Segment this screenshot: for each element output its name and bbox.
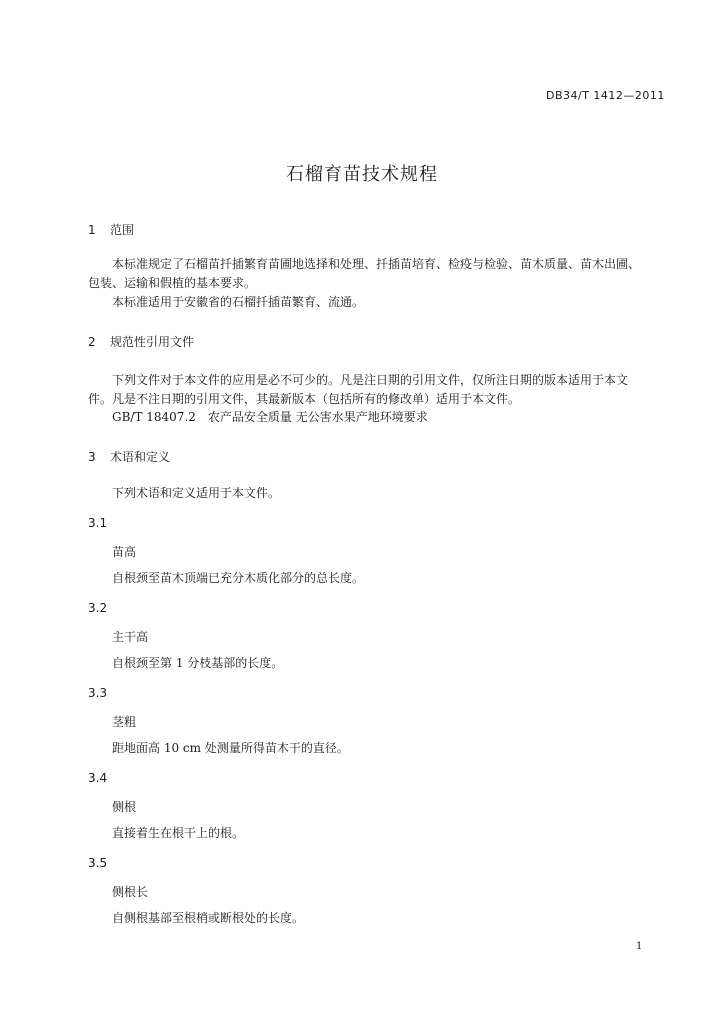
paragraph-line: 包装、运输和假植的基本要求。 — [88, 276, 257, 290]
paragraph-line: 本标准适用于安徽省的石榴扦插苗繁育、流通。 — [112, 295, 365, 309]
term-number: 3.2 — [88, 601, 108, 615]
section-title: 范围 — [110, 223, 135, 237]
term-number: 3.3 — [88, 686, 108, 700]
paragraph-line: 下列术语和定义适用于本文件。 — [112, 486, 281, 500]
page-number: 1 — [636, 941, 643, 952]
term-definition: 距地面高 10 cm 处测量所得苗木干的直径。 — [112, 741, 349, 755]
term-definition: 自侧根基部至根梢或断根处的长度。 — [112, 911, 305, 925]
reference-line: GB/T 18407.2 农产品安全质量 无公害水果产地环境要求 — [112, 410, 428, 424]
term-definition: 自根颈至第 1 分枝基部的长度。 — [112, 656, 284, 670]
paragraph-line: 件。凡是不注日期的引用文件，其最新版本（包括所有的修改单）适用于本文件。 — [88, 392, 521, 406]
paragraph-line: 本标准规定了石榴苗扦插繁育苗圃地选择和处理、扦插苗培育、检疫与检验、苗木质量、苗木出圃、 — [112, 257, 641, 271]
section-number: 1 — [88, 223, 96, 237]
term-definition: 直接着生在根干上的根。 — [112, 826, 245, 840]
term-name: 苗高 — [112, 545, 137, 559]
standard-code: DB34/T 1412—2011 — [546, 89, 665, 102]
section-3-heading — [88, 448, 170, 465]
term-definition: 自根颈至苗木顶端已充分木质化部分的总长度。 — [112, 571, 365, 585]
term-name: 主干高 — [112, 630, 149, 644]
section-title: 规范性引用文件 — [110, 335, 195, 349]
term-number: 3.4 — [88, 771, 108, 785]
term-number: 3.1 — [88, 516, 108, 530]
section-number: 3 — [88, 450, 96, 464]
section-number: 2 — [88, 335, 96, 349]
term-name: 侧根长 — [112, 885, 149, 899]
paragraph-line: 下列文件对于本文件的应用是必不可少的。凡是注日期的引用文件，仅所注日期的版本适用于本文 — [112, 373, 629, 387]
term-name: 茎粗 — [112, 715, 137, 729]
section-1-heading — [88, 221, 134, 238]
section-title: 术语和定义 — [110, 450, 171, 464]
term-name: 侧根 — [112, 800, 137, 814]
term-number: 3.5 — [88, 856, 108, 870]
section-2-heading — [88, 333, 194, 350]
document-title: 石榴育苗技术规程 — [286, 164, 438, 185]
